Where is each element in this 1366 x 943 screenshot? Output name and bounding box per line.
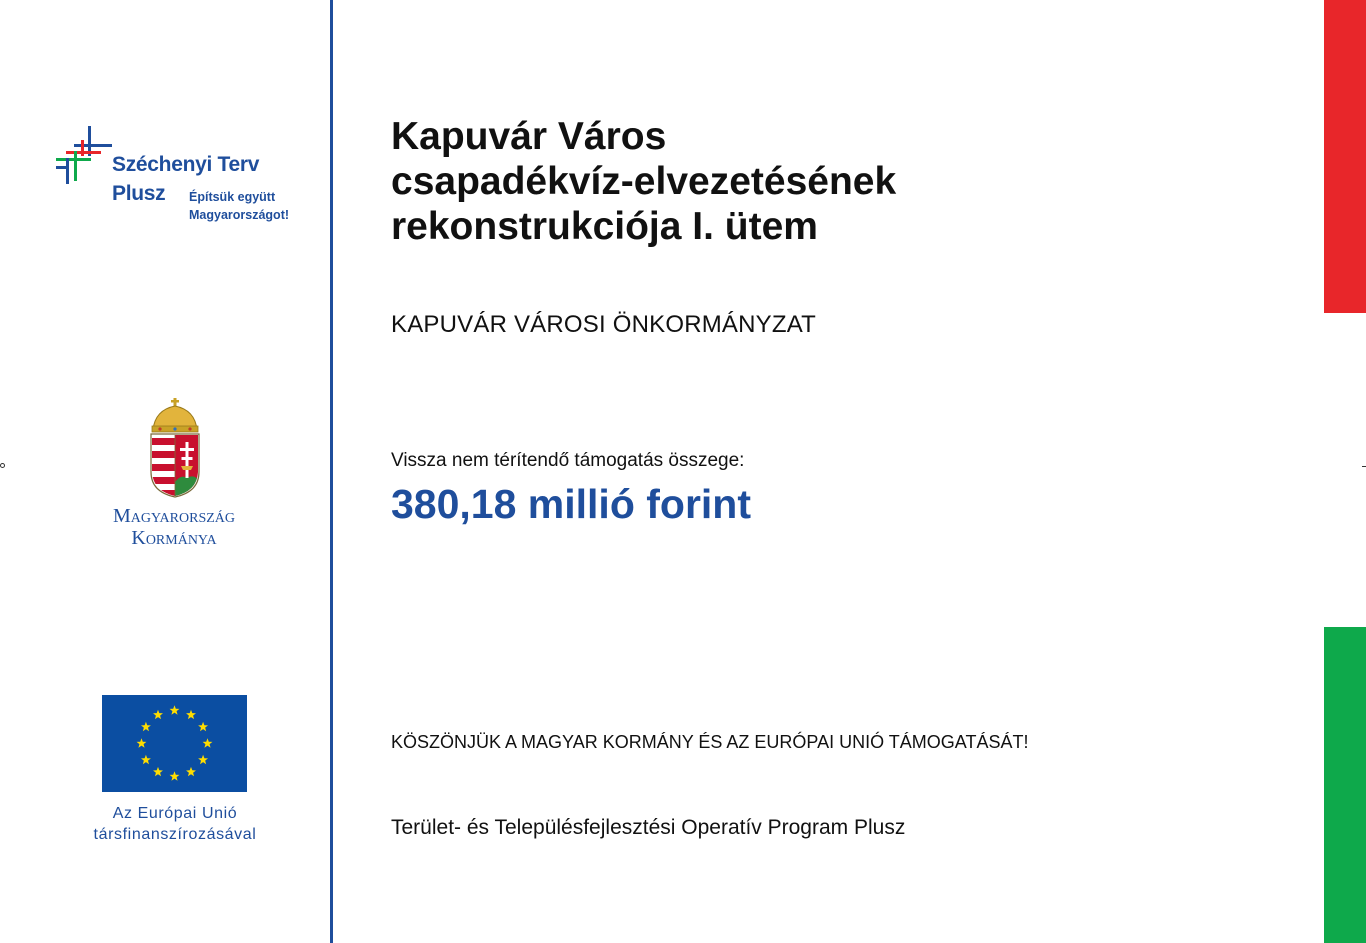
program-name: Terület- és Településfejlesztési Operatív Program Plusz — [391, 816, 906, 839]
szechenyi-plusz: Plusz — [112, 182, 166, 205]
eu-flag-icon — [102, 695, 247, 792]
szechenyi-slogan-line1: Építsük együtt — [189, 190, 276, 204]
project-title-line1: Kapuvár Város — [391, 115, 667, 158]
flag-stripe-green — [1324, 627, 1366, 943]
grant-label: Vissza nem térítendő támogatás összege: — [391, 450, 745, 471]
flag-stripe-red — [1324, 0, 1366, 313]
edge-registration-mark — [1362, 466, 1366, 467]
project-title-line2: csapadékvíz-elvezetésének — [391, 160, 897, 203]
beneficiary-name: KAPUVÁR VÁROSI ÖNKORMÁNYZAT — [391, 311, 817, 338]
szechenyi-title: Széchenyi Terv — [112, 153, 260, 176]
government-label-line2: Kormánya — [131, 527, 217, 549]
thanks-message: KÖSZÖNJÜK A MAGYAR KORMÁNY ÉS AZ EURÓPAI UNIÓ TÁMOGATÁSÁT! — [391, 732, 1029, 752]
edge-registration-mark — [0, 463, 5, 468]
project-title-line3: rekonstrukciója I. ütem — [391, 205, 818, 248]
eu-label-line1: Az Európai Unió — [112, 805, 238, 822]
vertical-divider — [330, 0, 333, 943]
government-label-line1: Magyarország — [112, 505, 236, 527]
eu-cofinancing-label — [60, 803, 290, 845]
project-title — [391, 114, 1291, 249]
grant-amount: 380,18 millió forint — [391, 481, 751, 527]
eu-label-line2: társfinanszírozásával — [93, 826, 257, 843]
szechenyi-slogan-line2: Magyarországot! — [189, 208, 290, 222]
government-label — [60, 505, 288, 549]
hungarian-coat-of-arms-icon — [145, 396, 205, 500]
szechenyi-slogan — [189, 188, 289, 224]
